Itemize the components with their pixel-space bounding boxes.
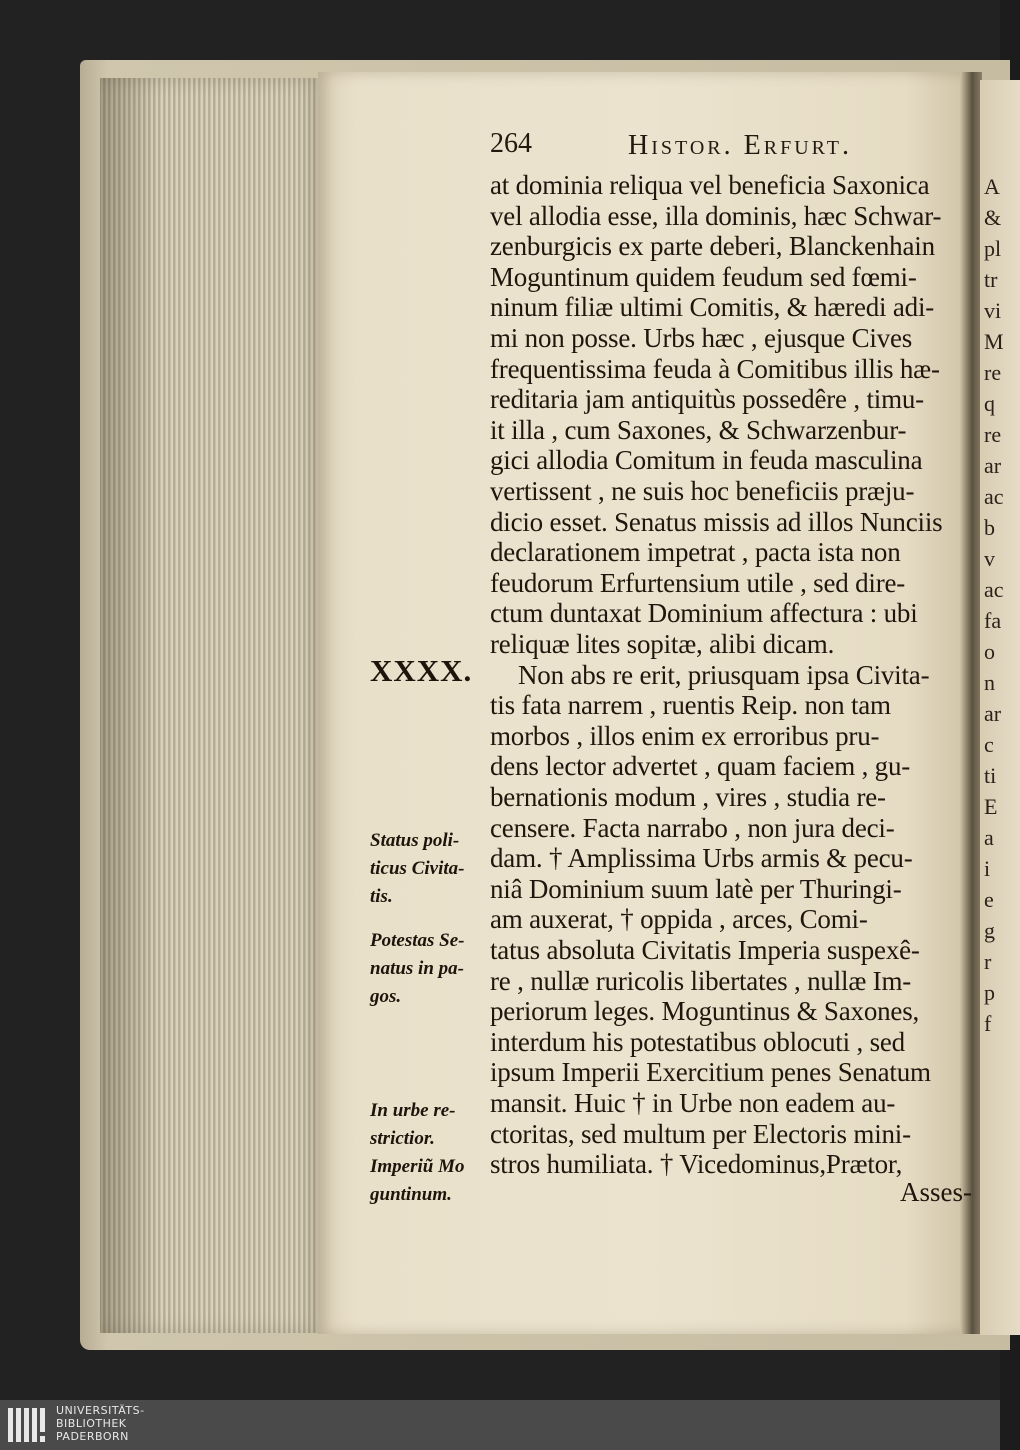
text-line: ipsum Imperii Exercitium penes Senatum	[490, 1057, 931, 1088]
text-line: niâ Dominium suum latè per Thuringi-	[490, 873, 902, 904]
facing-page-fragment: re	[984, 422, 1002, 447]
margin-note-line: gos.	[370, 986, 402, 1007]
library-logo-icon	[6, 1404, 50, 1446]
facing-page-fragment: vi	[984, 298, 1002, 323]
facing-page-fragment: ti	[984, 763, 997, 788]
text-line: Moguntinum quidem feudum sed fœmi-	[490, 261, 917, 292]
library-name-line: UNIVERSITÄTS-	[56, 1404, 145, 1417]
text-line: dens lector advertet , quam faciem , gu-	[490, 751, 911, 782]
text-line: am auxerat, † oppida , arces, Comi-	[490, 904, 868, 935]
text-line: at dominia reliqua vel beneficia Saxonica	[490, 170, 930, 200]
text-line: mansit. Huic † in Urbe non eadem au-	[490, 1088, 896, 1118]
text-line: Non abs re erit, priusquam ipsa Civita-	[518, 659, 930, 690]
text-line: vertissent , ne suis hoc beneficiis præju-	[490, 476, 915, 506]
text-line: censere. Facta narrabo , non jura deci-	[490, 812, 895, 843]
library-name-line: BIBLIOTHEK	[56, 1417, 127, 1430]
text-line: bernationis modum , vires , studia re-	[490, 782, 886, 812]
facing-page-fragment: a	[984, 825, 994, 850]
facing-page-fragment: fa	[984, 608, 1002, 633]
facing-page-fragment: i	[984, 856, 991, 881]
running-title: Histor. Erfurt.	[628, 130, 853, 161]
facing-page-fragment: c	[984, 732, 994, 757]
book-gutter	[960, 72, 982, 1334]
text-line: gici allodia Comitum in feuda masculina	[490, 445, 923, 476]
text-line: it illa , cum Saxones, & Schwarzenbur-	[490, 414, 907, 445]
library-footer	[0, 1400, 1000, 1450]
facing-page-fragment: n	[984, 670, 995, 695]
text-line: ctoritas, sed multum per Electoris mini-	[490, 1118, 911, 1149]
facing-page-fragment: tr	[984, 267, 998, 292]
facing-page-fragment: f	[984, 1011, 992, 1036]
facing-page-fragment: pl	[984, 236, 1002, 261]
facing-page-fragment: o	[984, 639, 995, 664]
margin-note-line: tis.	[370, 886, 393, 907]
text-line: periorum leges. Moguntinus & Saxones,	[490, 996, 920, 1027]
facing-page-fragment: M	[984, 329, 1004, 354]
library-name	[56, 1404, 145, 1443]
text-line: interdum his potestatibus oblocuti , sed	[490, 1026, 905, 1057]
margin-note-line: In urbe re-	[370, 1100, 456, 1121]
margin-note-line: Imperiũ Mo	[370, 1156, 465, 1177]
text-line: zenburgicis ex parte deberi, Blanckenhain	[490, 231, 935, 262]
text-line: declarationem impetrat , pacta ista non	[490, 537, 901, 568]
facing-page-fragment: re	[984, 360, 1002, 385]
facing-page-fragment: ar	[984, 701, 1002, 726]
facing-page-fragment: &	[984, 205, 1002, 230]
facing-page-fragment: q	[984, 391, 995, 416]
text-line: tatus absoluta Civitatis Imperia suspexê-	[490, 935, 920, 965]
facing-page-fragment: r	[984, 949, 992, 974]
text-line: ctum duntaxat Dominium affectura : ubi	[490, 598, 918, 629]
text-line: reliquæ lites sopitæ, alibi dicam.	[490, 629, 835, 659]
margin-note-line: Status poli-	[370, 830, 460, 851]
text-line: reditaria jam antiquitùs possedêre , timu-	[490, 384, 924, 415]
margin-note-line: guntinum.	[370, 1184, 452, 1205]
facing-page-fragment: ac	[984, 484, 1004, 509]
facing-page-fragment: ac	[984, 577, 1004, 602]
facing-page-fragment: g	[984, 918, 995, 943]
running-head	[490, 128, 910, 168]
text-line: feudorum Erfurtensium utile , sed dire-	[490, 567, 906, 598]
facing-page-fragment: e	[984, 887, 994, 912]
facing-page-fragment: v	[984, 546, 995, 571]
text-line: morbos , illos enim ex erroribus pru-	[490, 720, 880, 751]
text-line: frequentissima feuda à Comitibus illis hæ-	[490, 353, 940, 384]
margin-note-line: Potestas Se-	[370, 930, 465, 951]
facing-page-fragment: p	[984, 980, 995, 1005]
text-line: vel allodia esse, illa dominis, hæc Schwar-	[490, 200, 942, 231]
facing-page-fragment: b	[984, 515, 995, 540]
catchword: Asses-	[900, 1177, 972, 1207]
margin-note-line: strictior.	[370, 1128, 435, 1149]
page-number: 264	[490, 128, 532, 159]
text-line: dicio esset. Senatus missis ad illos Nunciis	[490, 506, 943, 537]
text-line: stros humiliata. † Vicedominus,Prætor,	[490, 1149, 903, 1180]
page-edges-shadow	[100, 78, 160, 1333]
text-line: mi non posse. Urbs hæc , ejusque Cives	[490, 323, 913, 353]
library-name-line: PADERBORN	[56, 1430, 129, 1443]
margin-note-line: ticus Civita-	[370, 858, 465, 879]
facing-page-fragment: A	[984, 174, 1000, 199]
facing-page-fragment: ar	[984, 453, 1002, 478]
text-line: tis fata narrem , ruentis Reip. non tam	[490, 690, 891, 721]
text-line: ninum filiæ ultimi Comitis, & hæredi adi-	[490, 292, 935, 323]
facing-page-fragment: E	[984, 794, 998, 819]
text-line: dam. † Amplissima Urbs armis & pecu-	[490, 843, 913, 874]
text-line: re , nullæ ruricolis libertates , nullæ Im-	[490, 965, 912, 996]
margin-note-line: natus in pa-	[370, 958, 464, 979]
section-number: XXXX.	[370, 653, 473, 688]
